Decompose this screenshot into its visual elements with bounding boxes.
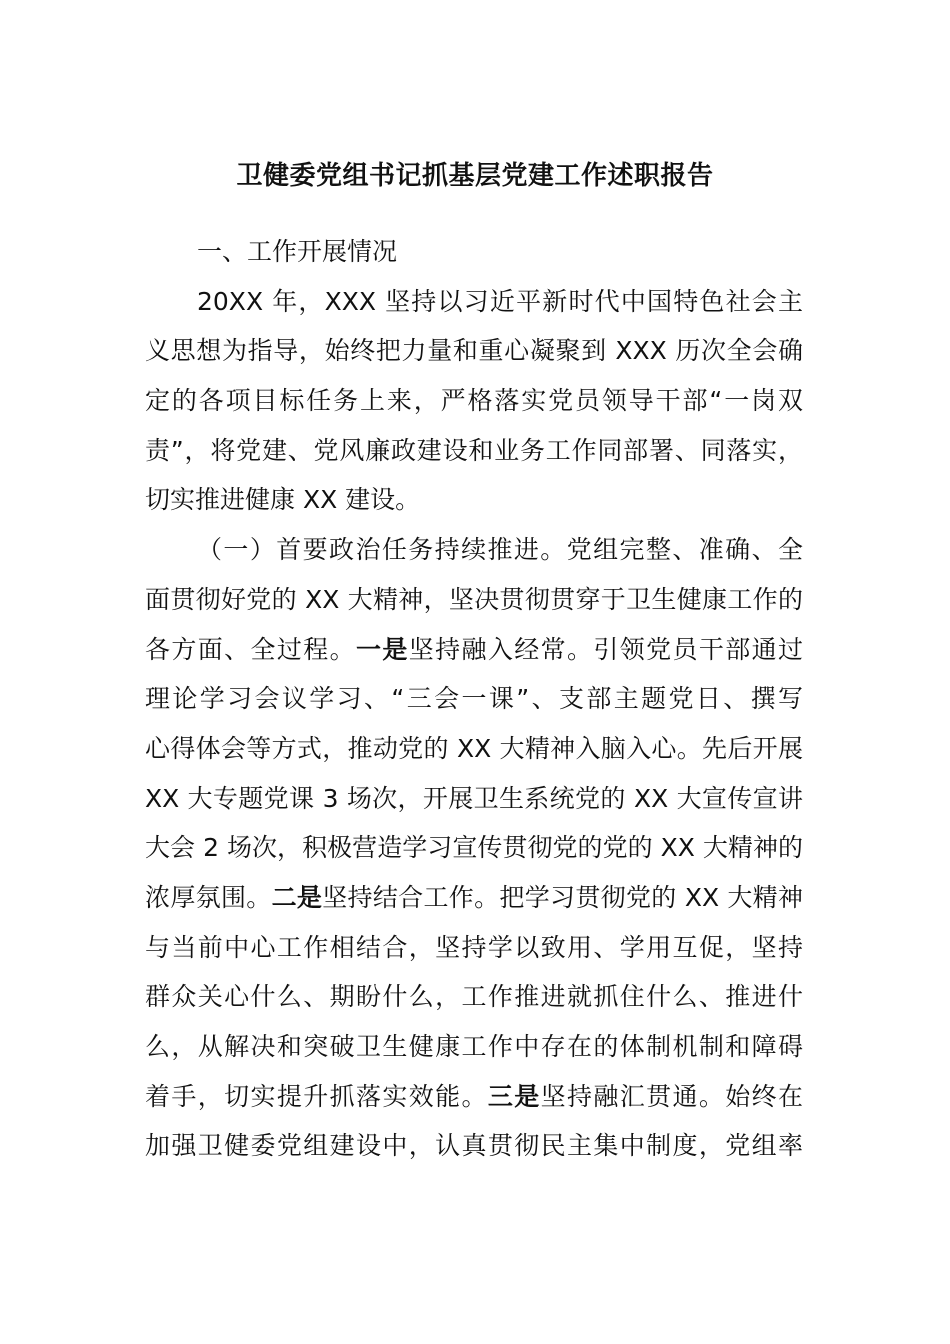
- document-body: [145, 232, 803, 1176]
- text-segment: （一）首要政治任务持续推进。党组完整、准确、全: [197, 535, 803, 565]
- text-segment: 义思想为指导，始终把力量和重心凝聚到 XXX 历次全会确: [145, 336, 803, 366]
- text-segment: 责”，将党建、党风廉政建设和业务工作同部署、同落实，: [145, 435, 803, 465]
- text-line: [145, 729, 803, 779]
- bold-text: 三是: [487, 1081, 541, 1111]
- text-line: [145, 630, 803, 680]
- text-segment: 切实推进健康 XX 建设。: [145, 485, 421, 515]
- text-segment: 着手，切实提升抓落实效能。: [145, 1081, 488, 1111]
- text-segment: 大会 2 场次，积极营造学习宣传贯彻党的党的 XX 大精神的: [145, 833, 803, 863]
- text-segment: 坚持结合工作。把学习贯彻党的 XX 大精神: [322, 882, 803, 912]
- text-line: [145, 679, 803, 729]
- text-segment: 一、工作开展情况: [197, 237, 398, 266]
- text-line: [145, 1027, 803, 1077]
- text-line: [145, 580, 803, 630]
- text-segment: 坚持融汇贯通。始终在: [540, 1081, 803, 1111]
- text-line: [145, 530, 803, 580]
- text-line: [145, 431, 803, 481]
- text-segment: XX 大专题党课 3 场次，开展卫生系统党的 XX 大宣传宣讲: [145, 783, 803, 813]
- text-segment: 加强卫健委党组建设中，认真贯彻民主集中制度，党组率: [145, 1131, 803, 1161]
- text-line: [145, 779, 803, 829]
- text-segment: 与当前中心工作相结合，坚持学以致用、学用互促，坚持: [145, 932, 803, 962]
- text-line: [145, 928, 803, 978]
- document-title: 卫健委党组书记抓基层党建工作述职报告: [236, 161, 714, 191]
- text-segment: 理论学习会议学习、“三会一课”、支部主题党日、撰写: [145, 684, 803, 714]
- text-segment: 浓厚氛围。: [145, 882, 272, 912]
- text-segment: 定的各项目标任务上来，严格落实党员领导干部“一岗双: [145, 386, 803, 416]
- text-segment: 各方面、全过程。: [145, 634, 356, 664]
- text-line: [145, 1126, 803, 1176]
- text-segment: 坚持融入经常。引领党员干部通过: [408, 634, 803, 664]
- text-segment: 心得体会等方式，推动党的 XX 大精神入脑入心。先后开展: [145, 733, 803, 763]
- text-line: [145, 282, 803, 332]
- text-line: [145, 977, 803, 1027]
- text-segment: 么，从解决和突破卫生健康工作中存在的体制机制和障碍: [145, 1032, 803, 1061]
- text-line: [145, 1077, 803, 1127]
- text-line: [145, 828, 803, 878]
- text-line: [145, 331, 803, 381]
- text-line: [145, 381, 803, 431]
- text-line: [145, 232, 803, 282]
- text-line: [145, 480, 803, 530]
- bold-text: 一是: [356, 634, 409, 664]
- text-line: [145, 878, 803, 928]
- text-segment: 面贯彻好党的 XX 大精神，坚决贯彻贯穿于卫生健康工作的: [145, 584, 803, 614]
- text-segment: 20XX 年，XXX 坚持以习近平新时代中国特色社会主: [197, 286, 803, 316]
- bold-text: 二是: [271, 882, 323, 912]
- text-segment: 群众关心什么、期盼什么，工作推进就抓住什么、推进什: [145, 982, 803, 1012]
